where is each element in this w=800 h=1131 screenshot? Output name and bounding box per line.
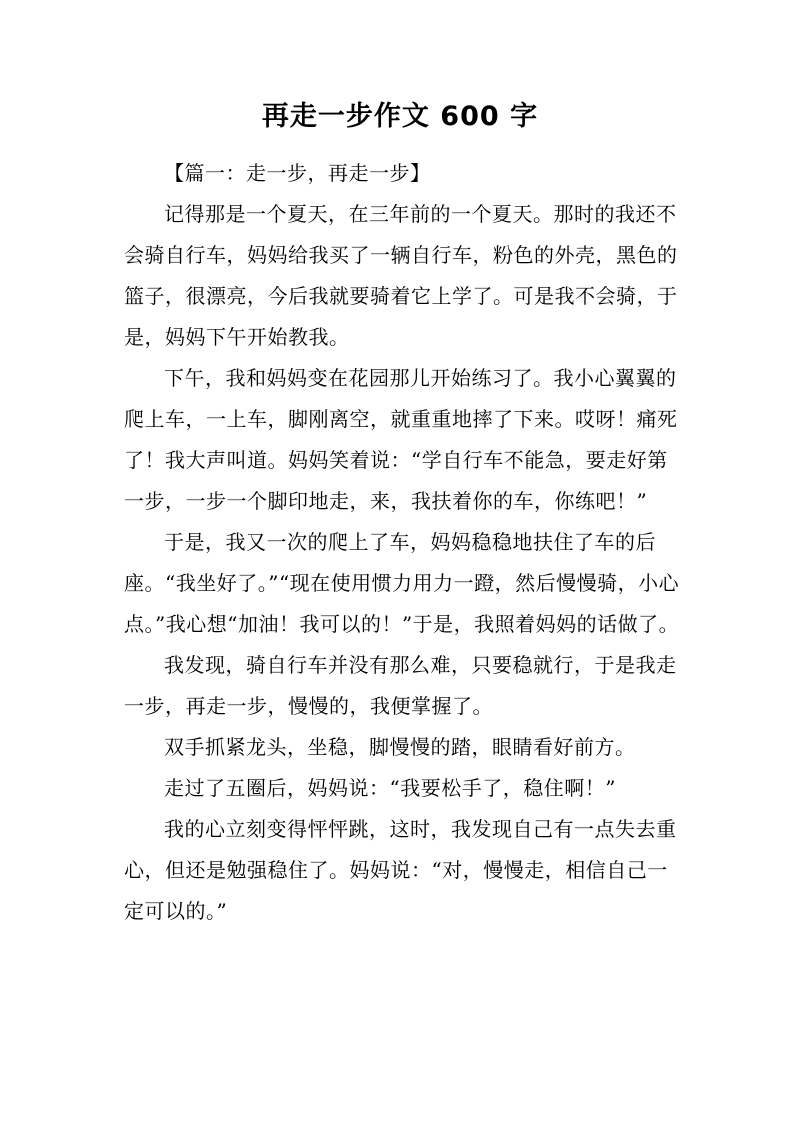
paragraph-4: 我发现，骑自行车并没有那么难，只要稳就行，于是我走一步，再走一步，慢慢的，我便掌握了。 [124,653,677,718]
document-title: 再走一步作文 600 字 [261,101,539,132]
document-body [124,153,684,932]
paragraph-7: 我的心立刻变得怦怦跳，这时，我发现自己有一点失去重心，但还是勉强稳住了。妈妈说：“对，慢慢走，相信自己一定可以的。” [124,817,677,923]
paragraph-1: 记得那是一个夏天，在三年前的一个夏天。那时的我还不会骑自行车，妈妈给我买了一辆自行车，粉色的外壳，黑色的篮子，很漂亮，今后我就要骑着它上学了。可是我不会骑，于是，妈妈下午开始教我。 [124,202,678,349]
paragraph-3: 于是，我又一次的爬上了车，妈妈稳稳地扶住了车的后座。“我坐好了。”“现在使用惯力用力一蹬，然后慢慢骑，小心点。”我心想“加油！我可以的！”于是，我照着妈妈的话做了。 [124,530,680,636]
section-heading: 【篇一：走一步，再走一步】 [164,161,431,185]
paragraph-6: 走过了五圈后，妈妈说：“我要松手了，稳住啊！” [164,776,616,800]
paragraph-2: 下午，我和妈妈变在花园那儿开始练习了。我小心翼翼的爬上车，一上车，脚刚离空，就重重地摔了下来。哎呀！痛死了！我大声叫道。妈妈笑着说：“学自行车不能急，要走好第一步，一步一个脚印地走，来，我扶着你的车，你练吧！” [124,366,678,513]
paragraph-5: 双手抓紧龙头，坐稳，脚慢慢的踏，眼睛看好前方。 [164,735,636,759]
